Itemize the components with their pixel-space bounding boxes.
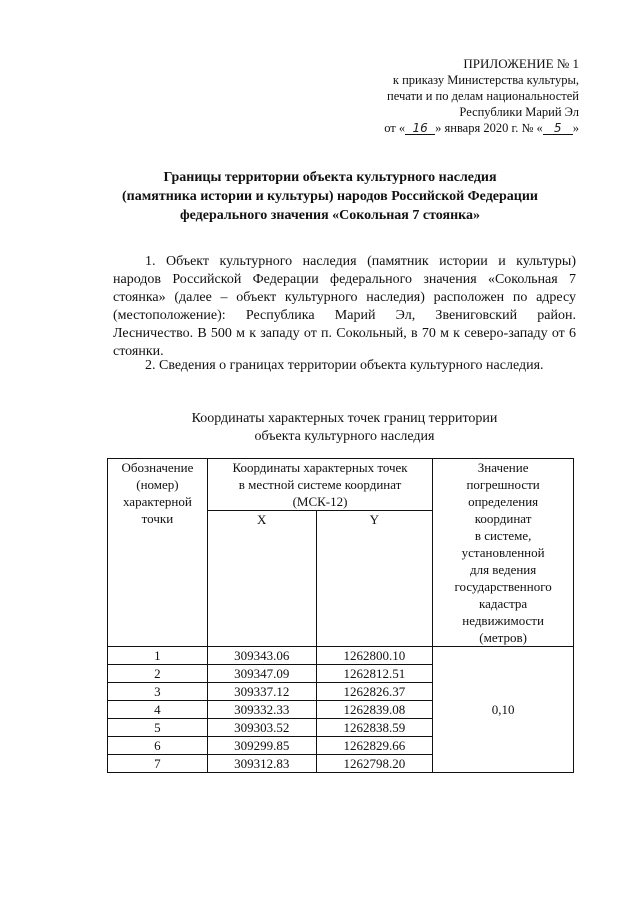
title-line-1: Границы территории объекта культурного наследия <box>163 170 497 185</box>
coord-x: 309337.12 <box>207 683 316 701</box>
coord-x: 309347.09 <box>207 665 316 683</box>
coordinates-table <box>107 458 574 773</box>
header-x: X <box>207 511 316 647</box>
point-number: 6 <box>108 737 208 755</box>
coord-x: 309312.83 <box>207 755 316 773</box>
paragraph-object-location: 1. Объект культурного наследия (памятник истории и культуры) народов Российской Федерации федерального значения «Сокольная 7 стоянка» (далее – объект культурного наследия) расположен по адресу (местоположение): Республика Марий Эл, Звениговский район. Лесничество. В 500 м к западу от п. Сокольный, в 70 м к северо-западу от 6 стоянки. <box>113 254 576 359</box>
handwritten-day: 16 <box>405 122 435 135</box>
handwritten-number: 5 <box>543 122 573 135</box>
header-coordinates: Координаты характерных точек в местной системе координат (МСК-12) <box>207 459 432 511</box>
coord-y: 1262826.37 <box>316 683 433 701</box>
coord-y: 1262812.51 <box>316 665 433 683</box>
coord-y: 1262829.66 <box>316 737 433 755</box>
document-title <box>90 168 570 225</box>
appendix-date-line <box>359 120 579 136</box>
table-title <box>113 410 576 446</box>
table-title-line-1: Координаты характерных точек границ территории <box>191 411 498 426</box>
appendix-number: ПРИЛОЖЕНИЕ № 1 <box>463 56 579 71</box>
point-number: 2 <box>108 665 208 683</box>
coord-x: 309332.33 <box>207 701 316 719</box>
appendix-line-ministry: печати и по делам национальностей <box>387 89 579 103</box>
point-number: 4 <box>108 701 208 719</box>
coord-x: 309299.85 <box>207 737 316 755</box>
header-accuracy: Значение погрешности определения координат в системе, установленной для ведения государственного кадастра недвижимости (метров) <box>433 459 574 647</box>
table-row <box>108 647 574 665</box>
coord-x: 309303.52 <box>207 719 316 737</box>
appendix-line-order: к приказу Министерства культуры, <box>392 73 579 87</box>
coord-y: 1262838.59 <box>316 719 433 737</box>
coord-y: 1262798.20 <box>316 755 433 773</box>
coord-y: 1262839.08 <box>316 701 433 719</box>
point-number: 3 <box>108 683 208 701</box>
paragraph-boundaries: 2. Сведения о границах территории объекта культурного наследия. <box>145 358 544 373</box>
appendix-header <box>359 56 579 136</box>
coord-x: 309343.06 <box>207 647 316 665</box>
accuracy-value: 0,10 <box>433 647 574 773</box>
point-number: 1 <box>108 647 208 665</box>
title-line-2: (памятника истории и культуры) народов Российской Федерации <box>122 189 538 204</box>
header-y: Y <box>316 511 433 647</box>
point-number: 7 <box>108 755 208 773</box>
date-middle: » января 2020 г. № « <box>435 121 543 135</box>
header-point-number: Обозначение (номер) характерной точки <box>108 459 208 647</box>
coord-y: 1262800.10 <box>316 647 433 665</box>
date-prefix: от « <box>384 121 406 135</box>
table-title-line-2: объекта культурного наследия <box>254 429 435 444</box>
title-line-3: федерального значения «Сокольная 7 стоянка» <box>179 208 481 223</box>
appendix-line-republic: Республики Марий Эл <box>459 105 579 119</box>
point-number: 5 <box>108 719 208 737</box>
date-suffix: » <box>572 121 579 135</box>
table-header-row <box>108 459 574 511</box>
